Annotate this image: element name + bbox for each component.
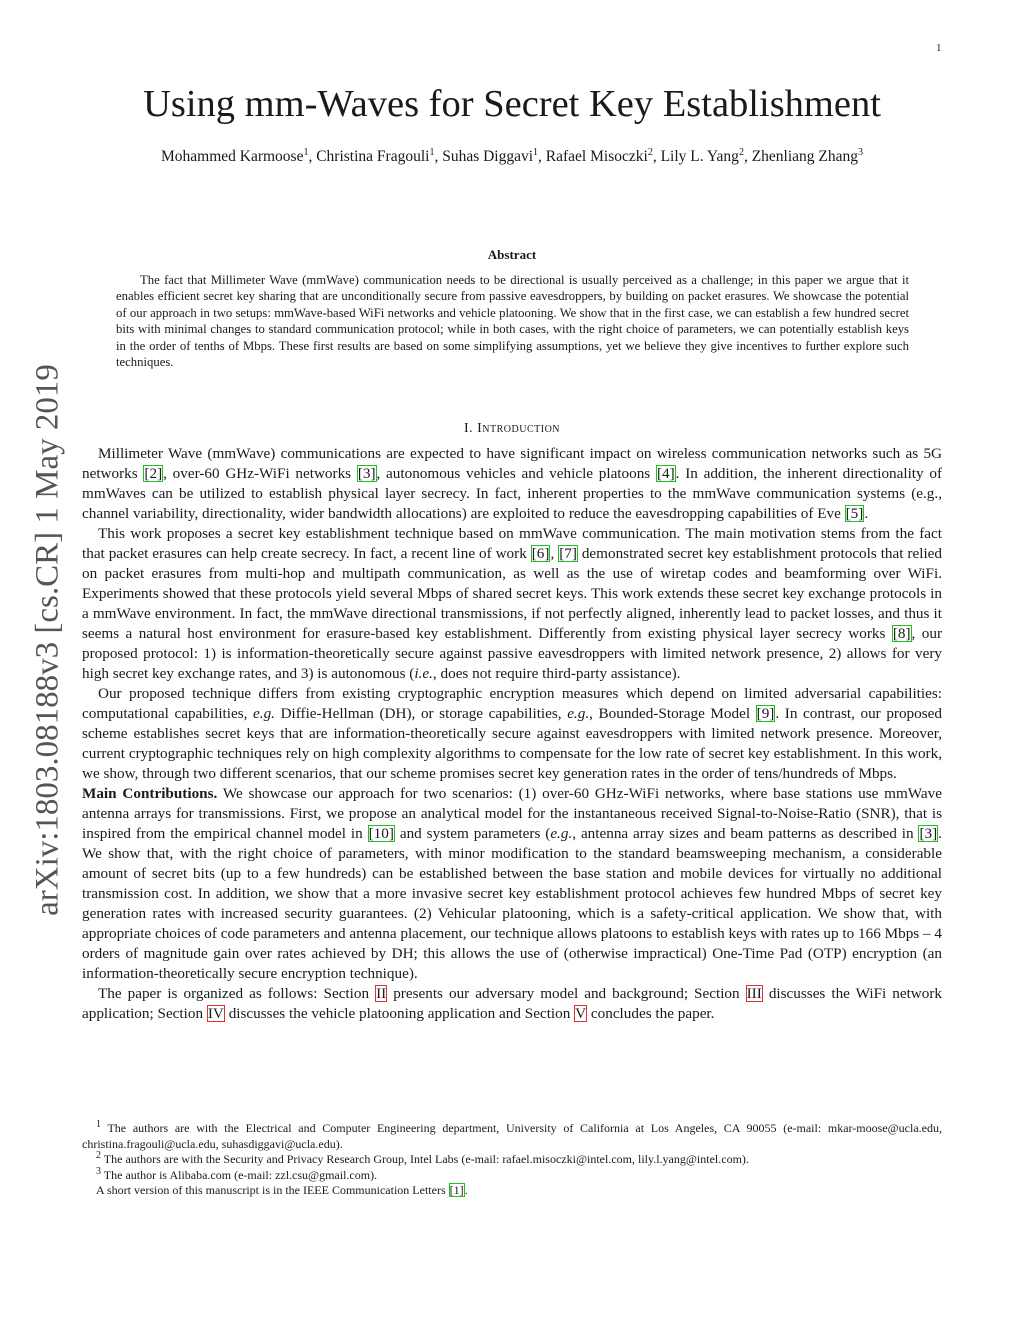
footnote-mark: 2 [96,1150,101,1161]
text-run: , autonomous vehicles and vehicle platoons [376,465,656,482]
text-run: . In addition, the inherent directionality of mmWaves can be utilized to establish physical layer secrecy. In fact, inherent properties to the mmWave communication systems (e.g., channel variability, directionality, wider bandwidth allocations) are exploited to reduce the eavesdropping capabilities of Eve [82,465,943,522]
paragraph [82,784,942,984]
author-affiliation-mark: 1 [429,146,435,158]
text-run: Diffie-Hellman (DH), or storage capabilities, [274,705,568,722]
paragraph [82,444,942,524]
footnote [82,1165,942,1184]
section-number: I. [463,421,474,436]
italic-abbrev: e.g. [253,705,275,722]
italic-abbrev: e.g. [550,825,573,842]
text-run: concludes the paper. [587,1005,715,1022]
text-run: This work proposes a secret key establishment technique based on mmWave communication. The main motivation stems from the fact that packet erasures can help create secrecy. In fact, a recent line of work [82,525,942,562]
footnote-text: The authors are with the Electrical and Computer Engineering department, University of California at Los Angeles, CA 90055 (e-mail: mkar-moose@ucla.edu, christina.fragouli@ucla.edu, suhasdiggavi@ucla.edu). [82,1121,942,1151]
paragraph [82,524,942,684]
text-run: demonstrated secret key establishment protocols that relied on packet erasures from multi-hop and multipath communication, as well as the use of wiretap codes and beamforming over WiFi. Experiments showed that these protocols yield several Mbps of shared secret keys. This work extends these secret key exchange protocols in a mmWave environment. In fact, the mmWave directional transmissions, if not perfectly aligned, inherently lead to packet losses, and thus it seems a natural host environment for erasure-based key establishment. Differently from existing physical layer secrecy works [82,545,942,642]
citation-link[interactable]: [10] [368,825,394,842]
citation-link[interactable]: [4] [656,465,675,482]
footnote-text: The authors are with the Security and Privacy Research Group, Intel Labs (e-mail: rafael.misoczki@intel.com, lily.l.yang@intel.com). [101,1152,749,1166]
author-name: Rafael Misoczki [545,148,648,165]
footnote [82,1121,942,1152]
author-name: Mohammed Karmoose [160,148,304,165]
author-name: Zhenliang Zhang [751,148,859,165]
text-run: presents our adversary model and background; Section [387,985,746,1002]
text-run: , Bounded-Storage Model [589,705,756,722]
footnote-text: The author is Alibaba.com (e-mail: zzl.csu@gmail.com). [101,1167,378,1182]
italic-abbrev: i.e. [414,665,433,682]
author-list: Mohammed Karmoose$^1$, Christina Fragouli$^1$, Suhas Diggavi$^1$, Rafael Misoczki$^2$, Lily L. Yang$^2$, Zhenliang Zhang$^3$ [160,146,864,165]
citation-link[interactable]: [3] [357,465,376,482]
text-run: , does not require third-party assistance). [432,665,681,682]
footnote-text: . [464,1183,468,1197]
footnote-mark: 3 [96,1165,101,1177]
text-run: , antenna array sizes and beam patterns as described in [572,825,919,842]
text-run: Millimeter Wave (mmWave) communications are expected to have significant impact on wireless communication networks such as 5G networks [82,445,942,482]
section-link[interactable]: II [376,985,387,1002]
citation-link[interactable]: [2] [144,465,163,482]
text-run: The paper is organized as follows: Section [98,985,376,1002]
paragraph-lead: Main Contributions. [82,785,218,802]
text-run: , our proposed protocol: 1) is information-theoretically secure against passive eavesdroppers with limited network presence, 2) allows for very high secret key exchange rates, and 3) is autonomous ( [82,625,943,682]
citation-link[interactable]: [9] [756,705,775,722]
page-number: 1 [936,42,942,54]
citation-link[interactable]: [8] [892,625,911,642]
text-run: . [864,505,869,522]
text-run: . In contrast, our proposed scheme establishes secret keys that are information-theoretically secure against eavesdroppers with limited network presence. Moreover, current cryptographic techniques rely on high complexity algorithms to compensate for the low rate of secret key establishment. In this work, we show, through two different scenarios, that our scheme promises secret key generation rates in the order of tens/hundreds of Mbps. [82,705,942,782]
text-run: and system parameters ( [394,825,551,842]
author-affiliation-mark: 2 [647,146,653,158]
paragraph [82,684,942,784]
section-link[interactable]: IV [207,1005,224,1022]
paragraph [82,984,942,1024]
body-text [82,444,942,1024]
paper-title: Using mm-Waves for Secret Key Establishment [143,83,881,125]
author-affiliation-mark: 1 [303,146,309,158]
section-heading [0,421,1024,437]
citation-link[interactable]: [7] [559,545,577,562]
citation-link[interactable]: [6] [531,545,550,562]
citation-link[interactable]: [1] [449,1183,464,1197]
text-run: , [550,545,559,562]
author-affiliation-mark: 2 [738,146,744,158]
footnote [82,1183,942,1199]
text-run: . We show that, with the right choice of parameters, with minor modification to the standard beamsweeping mechanism, a considerable amount of secret bits (up to a few hundreds) can be established between the base station and mobile devices for virtually no additional transmission cost. In addition, we show that a more invasive secret key establishment protocol achieves few hundred Mbps of secret key generation rates with increased security guarantees. (2) Vehicular platooning, which is a safety-critical application. We show that, with appropriate choices of code parameters and antenna placement, our technique allows platoons to establish keys with rates up to 166 Mbps – 4 orders of magnitude gain over rates achieved by DH; this allows the use of (otherwise impractical) One-Time Pad (OTP) encryption (an information-theoretically secure encryption technique). [82,825,942,982]
italic-abbrev: e.g. [567,705,590,722]
author-name: Christina Fragouli [316,148,430,165]
section-link[interactable]: V [575,1005,587,1022]
footnote-mark: 1 [96,1119,101,1130]
section-link[interactable]: III [746,985,762,1002]
abstract-text: The fact that Millimeter Wave (mmWave) communication needs to be directional is usually perceived as a challenge; in this paper we argue that it enables efficient secret key sharing that are unconditionally secure from passive eavesdroppers, by building on packet erasures. We showcase the potential of our approach in two setups: mmWave-based WiFi networks and vehicle platooning. We show that in the first case, we can establish a few hundred secret bits with minimal changes to standard communication protocol; while in both cases, with the right choice of parameters, we can potentially establish keys in the order of tenths of Mbps. These first results are based on some simplifying assumptions, yet we believe they give incentives to further explore such techniques. [116,273,909,370]
author-name: Lily L. Yang [660,148,739,165]
abstract-heading: Abstract [487,247,537,262]
text-run: We showcase our approach for two scenarios: (1) over-60 GHz-WiFi networks, where base stations use mmWave antenna arrays for transmissions. First, we propose an analytical model for the instantaneous received Signal-to-Noise-Ratio (SNR), that is inspired from the empirical channel model in [82,785,942,842]
author-name: Suhas Diggavi [442,148,534,165]
author-affiliation-mark: 1 [533,146,539,158]
text-run: discusses the WiFi network application; Section [82,985,943,1022]
arxiv-stamp: arXiv:1803.08188v3 [cs.CR] 1 May 2019 [29,364,66,916]
text-run: , over-60 GHz-WiFi networks [163,465,357,482]
footnotes [82,1121,942,1199]
text-run: Our proposed technique differs from existing cryptographic encryption measures which depend on limited adversarial capabilities: computational capabilities, [82,685,942,722]
author-affiliation-mark: 3 [858,146,864,158]
text-run: discusses the vehicle platooning application and Section [224,1005,575,1022]
section-title: Introduction [477,421,561,436]
footnote-text: A short version of this manuscript is in the IEEE Communication Letters [96,1183,449,1197]
footnote [82,1152,942,1168]
citation-link[interactable]: [5] [845,505,864,522]
citation-link[interactable]: [3] [919,825,938,842]
